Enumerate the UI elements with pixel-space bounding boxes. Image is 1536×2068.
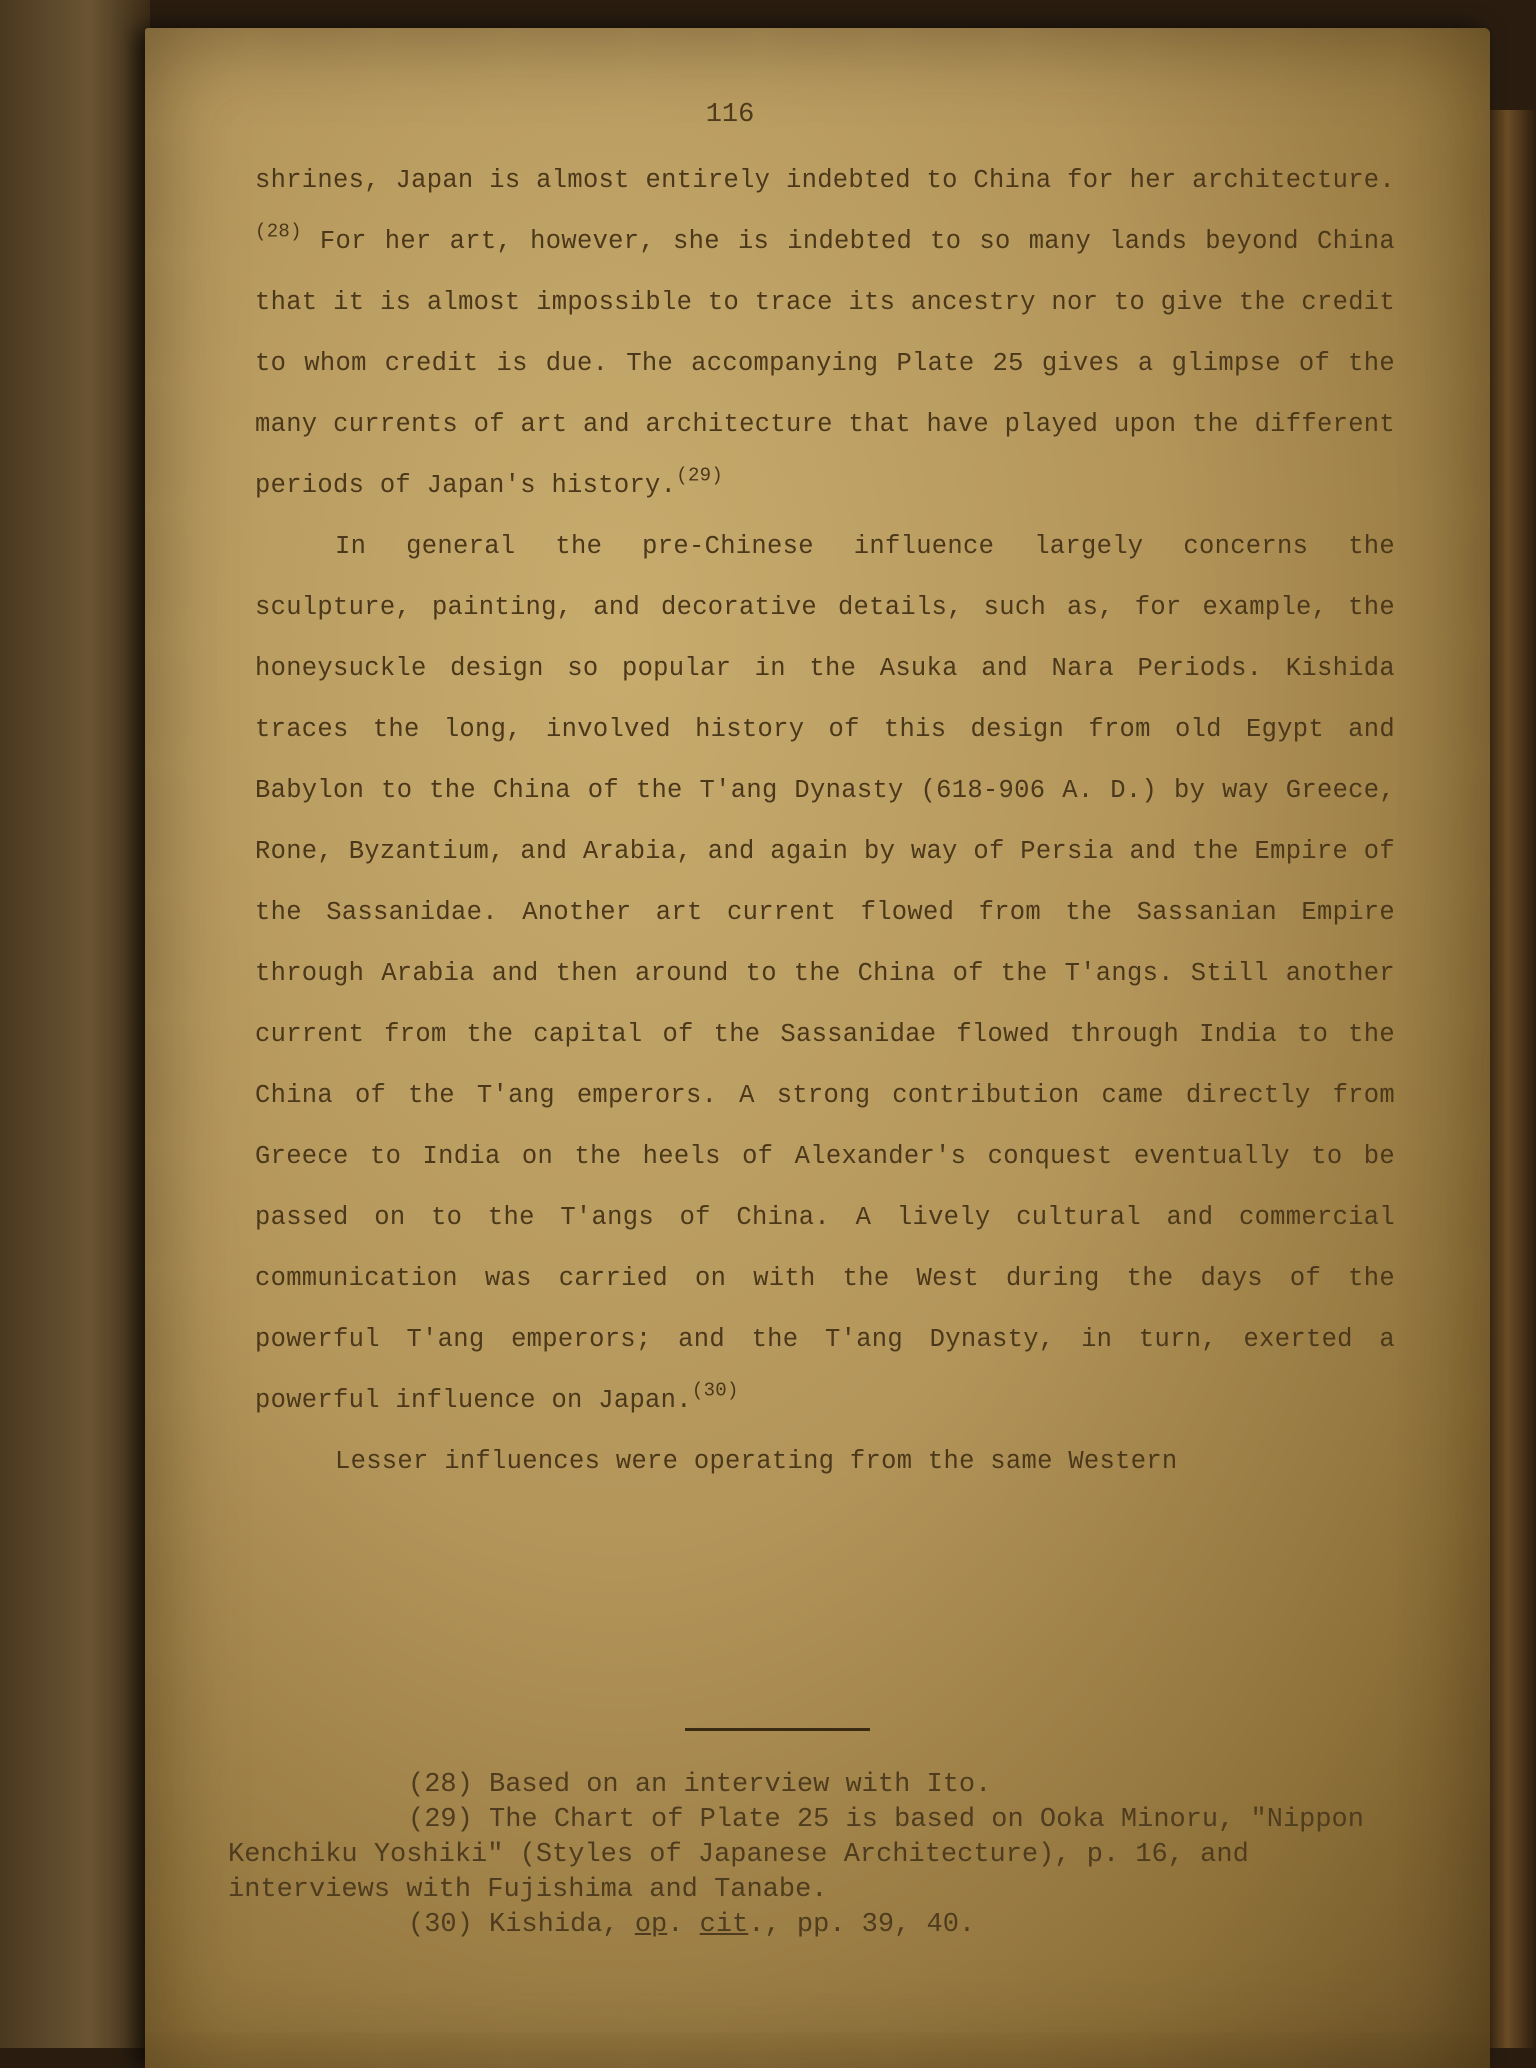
- footnote-29-text: The Chart of Plate 25 is based on Ooka Minoru, "Nippon Kenchiku Yoshiki" (Styles of Japanese Architecture), p. 16, and interviews with Fujishima and Tanabe.: [228, 1805, 1364, 1905]
- footnote-28-text: Based on an interview with Ito.: [489, 1770, 992, 1800]
- footnotes: [228, 1768, 1408, 1943]
- paragraph-3: [255, 1431, 1395, 1492]
- footnote-divider: [685, 1728, 870, 1731]
- footnote-ref-30: (30): [691, 1379, 739, 1402]
- paragraph-1-text-a: shrines, Japan is almost entirely indebted to China for her architecture.: [255, 166, 1395, 195]
- footnote-30-cit: cit: [699, 1910, 749, 1940]
- footnote-30-number: (30): [408, 1910, 473, 1940]
- footnote-ref-28: (28): [255, 220, 302, 243]
- footnote-30-op: op: [634, 1910, 668, 1940]
- paragraph-2: [255, 516, 1395, 1431]
- footnote-ref-29: (29): [676, 464, 724, 487]
- footnote-29-number: (29): [408, 1805, 473, 1835]
- paragraph-1-text-b: For her art, however, she is indebted to so many lands beyond China that it is almost impossible to trace its ancestry nor to give the credit to whom credit is due. The accompanying Plate 25 gives a glimpse of the many currents of art and architecture that have played upon the different periods of Japan's history.: [255, 227, 1395, 500]
- paragraph-3-text: Lesser influences were operating from the same Western: [335, 1447, 1178, 1476]
- paragraph-2-text: In general the pre-Chinese influence largely concerns the sculpture, painting, and decorative details, such as, for example, the honeysuckle design so popular in the Asuka and Nara Periods. Kishida traces the long, involved history of this design from old Egypt and Babylon to the China of the T'ang Dynasty (618-906 A. D.) by way Greece, Rone, Byzantium, and Arabia, and again by way of Persia and the Empire of the Sassanidae. Another art current flowed from the Sassanian Empire through Arabia and then around to the China of the T'angs. Still another current from the capital of the Sassanidae flowed through India to the China of the T'ang emperors. A strong contribution came directly from Greece to India on the heels of Alexander's conquest eventually to be passed on to the T'angs of China. A lively cultural and commercial communication was carried on with the West during the days of the powerful T'ang emperors; and the T'ang Dynasty, in turn, exerted a powerful influence on Japan.: [255, 532, 1395, 1415]
- footnote-28: [228, 1768, 1408, 1803]
- paragraph-1: [255, 150, 1395, 516]
- footnote-29: [228, 1803, 1408, 1908]
- footnote-30: [228, 1908, 1408, 1943]
- footnote-30-text-a: Kishida,: [489, 1910, 635, 1940]
- page-number: 116: [705, 100, 755, 130]
- footnote-28-number: (28): [408, 1770, 473, 1800]
- book-right-edge: [1488, 110, 1536, 2048]
- footnote-30-dot: .: [667, 1910, 700, 1940]
- footnote-30-text-b: ., pp. 39, 40.: [748, 1910, 976, 1940]
- previous-page-edge: [0, 0, 150, 2048]
- body-text: [255, 150, 1395, 1492]
